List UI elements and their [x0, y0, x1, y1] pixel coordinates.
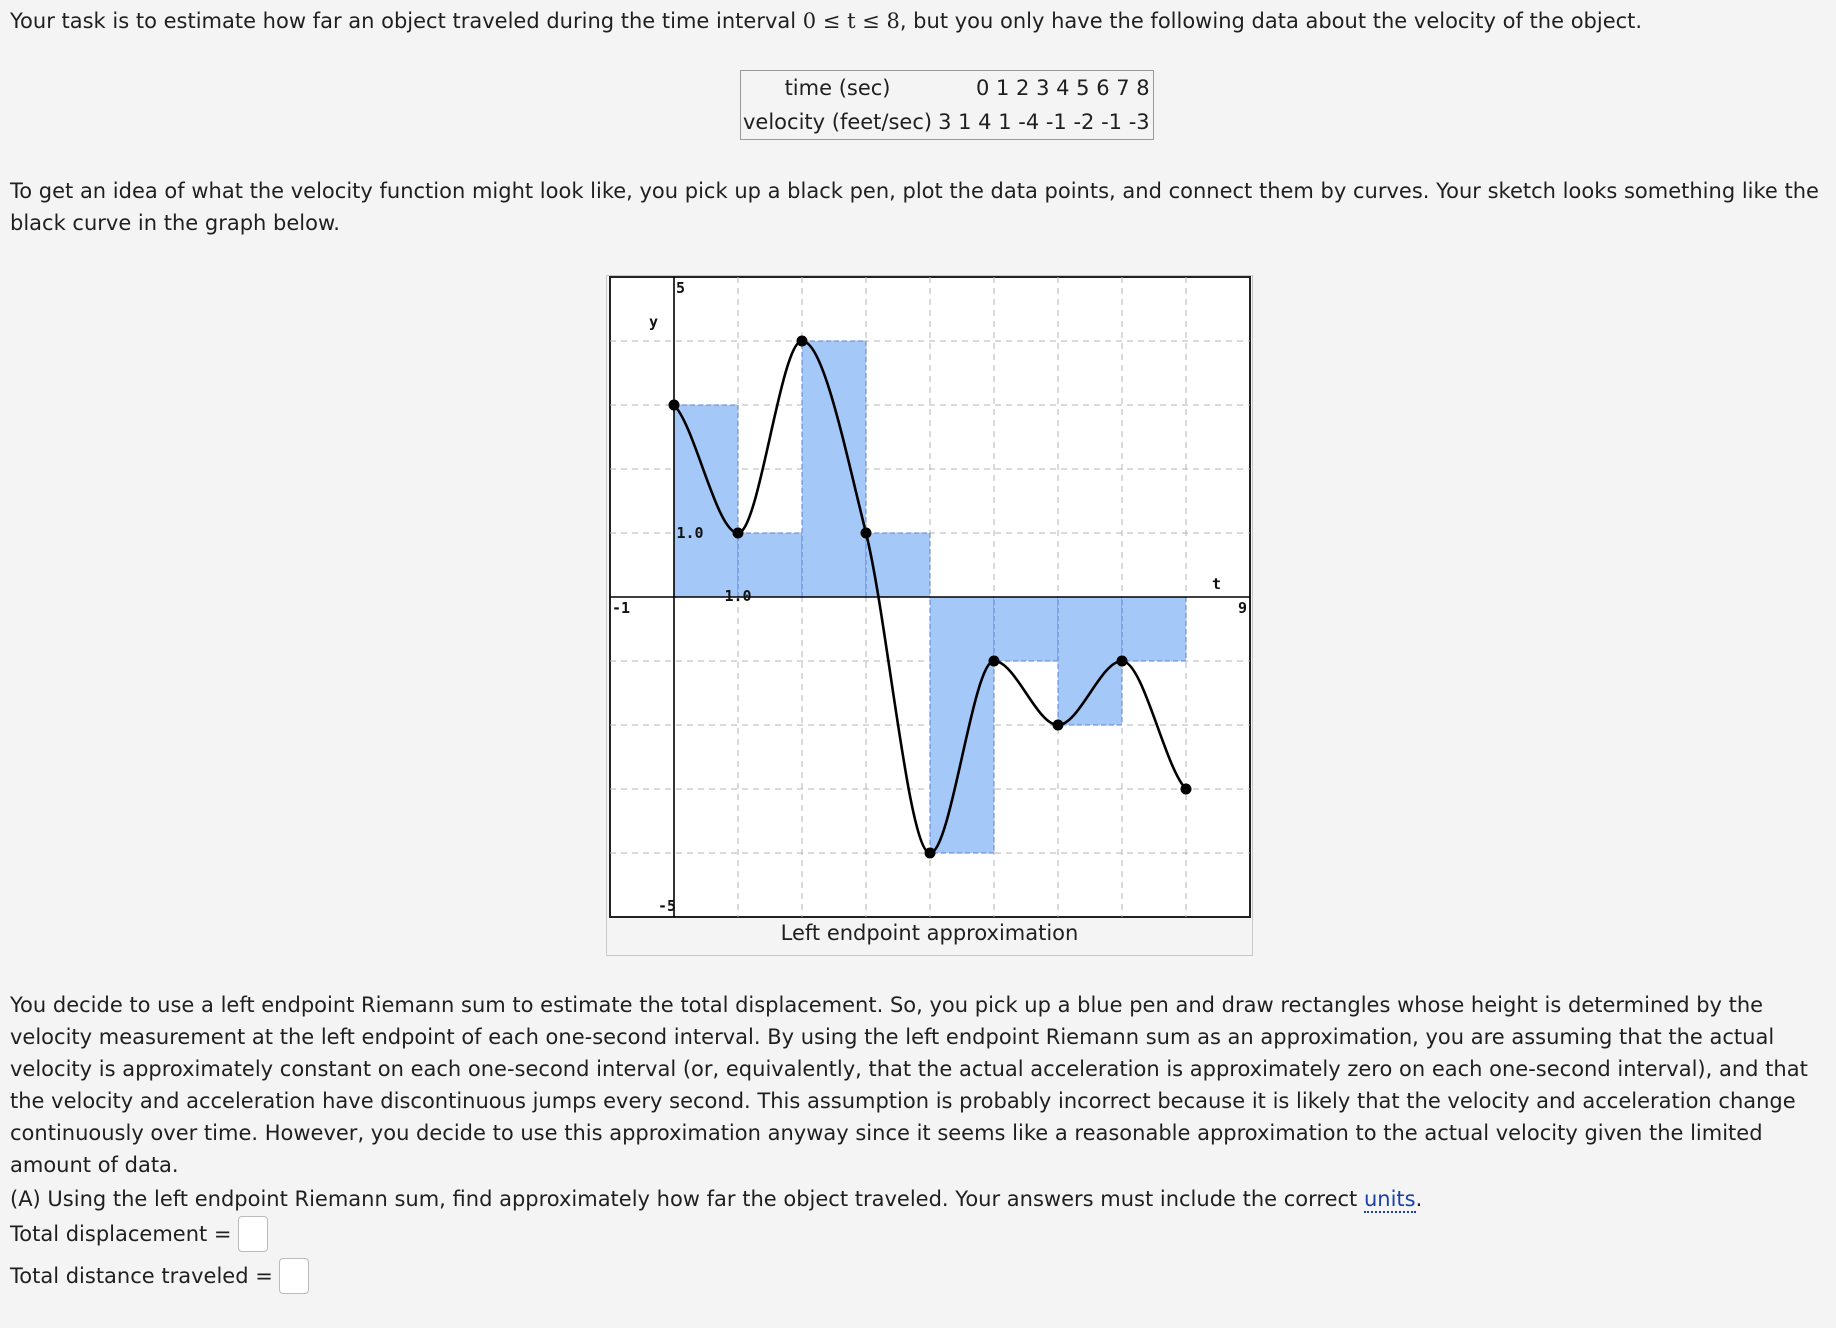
x-max-label: 9	[1237, 599, 1247, 617]
riemann-figure	[606, 275, 1253, 956]
question-a-end: .	[1415, 1187, 1423, 1211]
y-axis-label: y	[649, 313, 659, 331]
x-unit-label: 1.0	[724, 587, 752, 605]
riemann-rect	[994, 597, 1058, 661]
distance-answer-row	[10, 1258, 309, 1294]
units-link[interactable]: units	[1363, 1187, 1416, 1211]
data-point	[733, 528, 744, 539]
riemann-rect	[802, 341, 866, 597]
y-min-label: -5	[657, 897, 676, 915]
intro-after: , but you only have the following data about the velocity of the object.	[899, 9, 1643, 33]
x-axis-label: t	[1212, 575, 1222, 593]
riemann-chart	[607, 276, 1252, 921]
chart-caption: Left endpoint approximation	[780, 921, 1079, 945]
question-a	[10, 1183, 1422, 1215]
data-point	[669, 400, 680, 411]
displacement-input[interactable]	[238, 1216, 268, 1252]
velocity-label: velocity (feet/sec)	[743, 110, 933, 134]
data-point	[797, 336, 808, 347]
distance-label: Total distance traveled =	[10, 1264, 273, 1288]
riemann-rect	[674, 405, 738, 597]
time-values: 0 1 2 3 4 5 6 7 8	[975, 76, 1150, 100]
intro-text	[10, 5, 1642, 37]
data-point	[989, 656, 1000, 667]
displacement-answer-row	[10, 1216, 268, 1252]
x-min-label: -1	[612, 599, 631, 617]
data-point	[1117, 656, 1128, 667]
velocity-row	[741, 105, 1154, 140]
question-a-text: (A) Using the left endpoint Riemann sum, find approximately how far the object traveled. Your answers must include the correct	[10, 1187, 1364, 1211]
riemann-rect	[1058, 597, 1122, 725]
data-point	[861, 528, 872, 539]
intro-before: Your task is to estimate how far an object traveled during the time interval	[10, 9, 803, 33]
velocity-values: 3 1 4 1 -4 -1 -2 -1 -3	[938, 110, 1150, 134]
time-label: time (sec)	[784, 76, 891, 100]
y-max-label: 5	[676, 279, 686, 297]
displacement-label: Total displacement =	[10, 1222, 232, 1246]
riemann-rect	[1122, 597, 1186, 661]
riemann-paragraph: You decide to use a left endpoint Riemann sum to estimate the total displacement. So, you pick up a blue pen and draw rectangles whose height is determined by the velocity measurement at the left endpoint of each one-second interval. By using the left endpoint Riemann sum as an approximation, you are assuming that the actual velocity is approximately constant on each one-second interval (or, equivalently, that the actual acceleration is approximately zero on each one-second interval), and that the velocity and acceleration have discontinuous jumps every second. This assumption is probably incorrect because it is likely that the velocity and acceleration change continuously over time. However, you decide to use this approximation anyway since it seems like a reasonable approximation to the actual velocity given the limited amount of data.	[10, 993, 1808, 1177]
riemann-rect	[930, 597, 994, 853]
velocity-data-table	[740, 70, 1154, 140]
time-row	[741, 71, 1154, 106]
data-point	[1181, 784, 1192, 795]
interval-math: 0 ≤ t ≤ 8	[802, 9, 900, 33]
data-point	[1053, 720, 1064, 731]
y-unit-label: 1.0	[676, 524, 704, 542]
sketch-paragraph: To get an idea of what the velocity function might look like, you pick up a black pen, plot the data points, and connect them by curves. Your sketch looks something like the black curve in the graph below.	[10, 179, 1819, 235]
data-point	[925, 848, 936, 859]
distance-input[interactable]	[279, 1258, 309, 1294]
